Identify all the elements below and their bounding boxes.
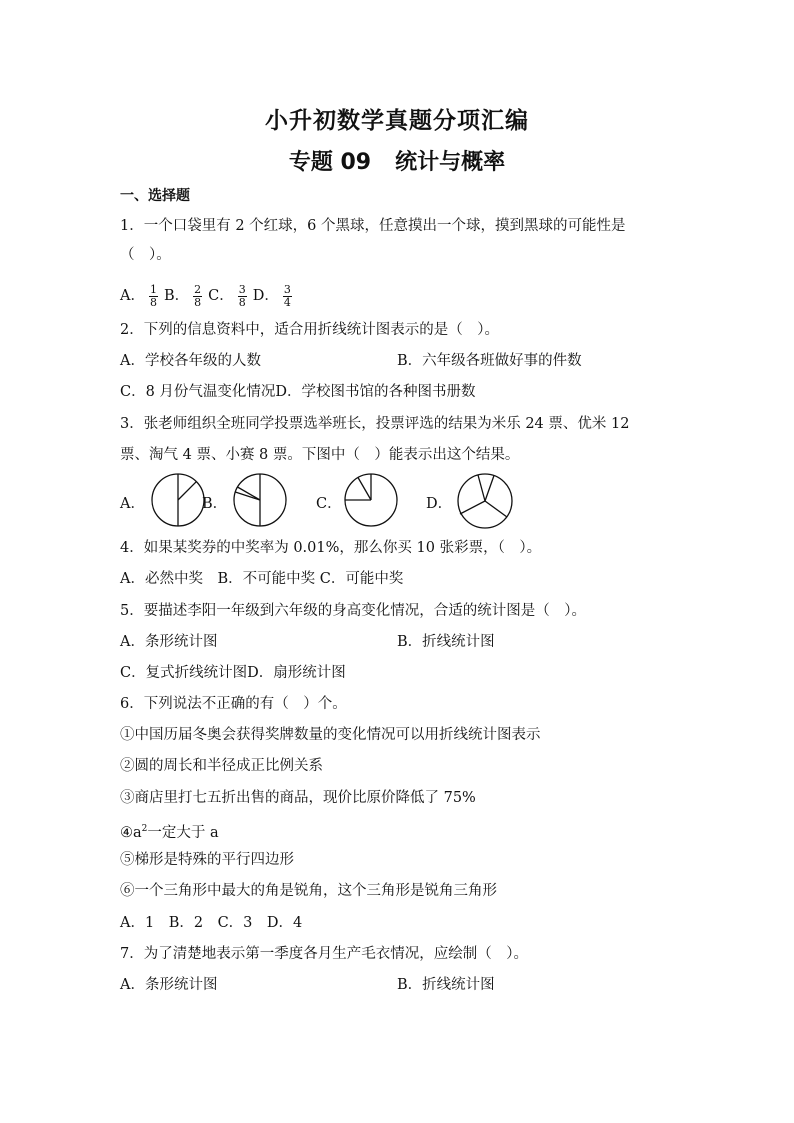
q2-option-a: A．学校各年级的人数: [120, 353, 261, 369]
q6-statement-5: ⑤梯形是特殊的平行四边形: [120, 852, 294, 868]
q1-options: [120, 282, 298, 310]
q5-option-a: A．条形统计图: [120, 634, 218, 650]
q4-stem: 4．如果某奖券的中奖率为 0.01%，那么你买 10 张彩票，（ ）。: [120, 540, 542, 556]
q5-options-cd: C．复式折线统计图D．扇形统计图: [120, 665, 346, 681]
q3-stem: 3．张老师组织全班同学投票选举班长，投票评选的结果为米乐 24 票、优米 12: [120, 416, 630, 432]
q3-stem-continued: 票、淘气 4 票、小赛 8 票。下图中（ ）能表示出这个结果。: [120, 447, 520, 463]
q5-stem: 5．要描述李阳一年级到六年级的身高变化情况，合适的统计图是（ ）。: [120, 603, 586, 619]
q6-options: A．1 B．2 C．3 D．4: [120, 915, 303, 931]
q3-option-c-label: C．: [316, 496, 342, 512]
q6-stem: 6．下列说法不正确的有（ ）个。: [120, 696, 347, 712]
q1-stem: 1．一个口袋里有 2 个红球，6 个黑球，任意摸出一个球，摸到黑球的可能性是: [120, 218, 626, 234]
q6-statement-4: $④a^2$一定大于 a: [120, 824, 219, 841]
q3-option-a-pie-chart: [150, 472, 206, 528]
q1-option-b: B． $\frac{2}{8}$: [163, 282, 202, 309]
q3-option-b-label: B．: [202, 496, 228, 512]
q6-statement-6: ⑥一个三角形中最大的角是锐角，这个三角形是锐角三角形: [120, 883, 497, 899]
q3-option-c-pie-chart: [343, 472, 399, 528]
q4-options: A．必然中奖 B．不可能中奖 C．可能中奖: [120, 571, 404, 587]
q2-stem: 2．下列的信息资料中，适合用折线统计图表示的是（ ）。: [120, 322, 499, 338]
subtitle-topic-name: 统计与概率: [395, 150, 506, 175]
q6-statement-2: ②圆的周长和半径成正比例关系: [120, 758, 323, 774]
q7-option-b: B．折线统计图: [397, 977, 495, 993]
q3-option-d-pie-chart: [456, 472, 514, 530]
q2-option-b: B．六年级各班做好事的件数: [397, 353, 582, 369]
q6-statement-3: ③商店里打七五折出售的商品，现价比原价降低了 75%: [120, 790, 476, 806]
q7-stem: 7．为了清楚地表示第一季度各月生产毛衣情况，应绘制（ ）。: [120, 946, 528, 962]
q3-option-a-label: A．: [120, 496, 145, 512]
q2-options-cd: C．8 月份气温变化情况D．学校图书馆的各种图书册数: [120, 384, 476, 400]
q3-option-d-label: D．: [426, 496, 453, 512]
page-title: 小升初数学真题分项汇编: [265, 108, 529, 134]
q7-option-a: A．条形统计图: [120, 977, 218, 993]
q1-option-a: A． $\frac{1}{8}$: [120, 282, 157, 309]
page-subtitle: [0, 145, 794, 176]
q1-option-d: D． $\frac{3}{4}$: [252, 282, 291, 309]
section-heading: 一、选择题: [120, 188, 190, 204]
q6-statement-1: ①中国历届冬奥会获得奖牌数量的变化情况可以用折线统计图表示: [120, 727, 541, 743]
q3-pie-options: [120, 472, 540, 532]
q3-option-b-pie-chart: [232, 472, 288, 528]
q1-stem-continued: （ ）。: [120, 247, 171, 263]
q1-option-c: C． $\frac{3}{8}$: [208, 282, 246, 309]
q5-option-b: B．折线统计图: [397, 634, 495, 650]
subtitle-topic-number: 专题 09: [288, 150, 372, 175]
